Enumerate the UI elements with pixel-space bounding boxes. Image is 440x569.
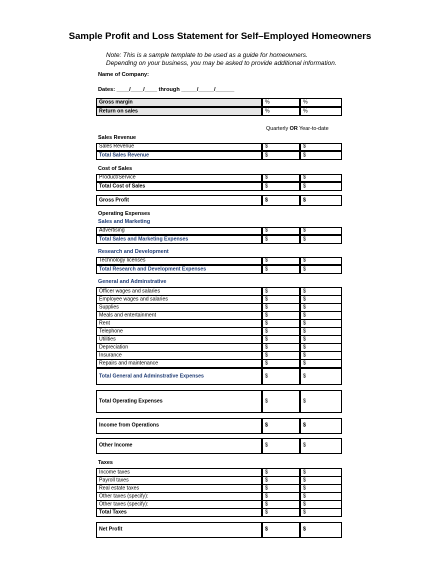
tax-item-label: Other taxes (specify): (96, 492, 262, 501)
ga-item-ytd[interactable]: $ (300, 343, 342, 352)
ga-item-ytd[interactable]: $ (300, 335, 342, 344)
ga-item-label: Depreciation (96, 343, 262, 352)
ga-item-label: Rent (96, 319, 262, 328)
net-profit: Net Profit (96, 522, 262, 538)
taxes-heading: Taxes (98, 460, 113, 466)
gross-margin-label-cell: Gross margin (96, 98, 262, 107)
sales-revenue-heading: Sales Revenue (98, 135, 137, 141)
tax-item-quarterly[interactable]: $ (262, 484, 300, 493)
ga-item-label: Utilities (96, 335, 262, 344)
ga-item-ytd[interactable]: $ (300, 287, 342, 296)
ga-item-quarterly[interactable]: $ (262, 303, 300, 312)
tax-item-label: Other taxes (specify): (96, 500, 262, 509)
total-rnd-ytd[interactable]: $ (300, 265, 342, 274)
tax-item-ytd[interactable]: $ (300, 476, 342, 485)
ga-item-quarterly[interactable]: $ (262, 359, 300, 368)
ga-item-label: Meals and entertainment (96, 311, 262, 320)
ga-item-label: Supplies (96, 303, 262, 312)
ga-item-quarterly[interactable]: $ (262, 335, 300, 344)
company-label: Name of Company: (98, 72, 149, 78)
or-header: OR (289, 126, 298, 132)
page-title: Sample Profit and Loss Statement for Self–Employed Homeowners (68, 31, 372, 42)
total-sales-revenue: Total Sales Revenue (96, 151, 262, 160)
ga-item-ytd[interactable]: $ (300, 319, 342, 328)
cost-of-sales-heading: Cost of Sales (98, 166, 133, 172)
gross-margin-quarterly[interactable]: % (262, 98, 300, 107)
ga-item-quarterly[interactable]: $ (262, 319, 300, 328)
sales-revenue-item: Sales Revenue (96, 143, 262, 151)
gross-profit-quarterly[interactable]: $ (262, 195, 300, 206)
sales-marketing-quarterly[interactable]: $ (262, 227, 300, 235)
quarterly-header: Quarterly (266, 126, 289, 132)
tax-item-quarterly[interactable]: $ (262, 500, 300, 509)
ga-item-label: Officer wages and salaries (96, 287, 262, 296)
tax-item-label: Real estate taxes (96, 484, 262, 493)
total-operating-expenses: Total Operating Expenses (96, 390, 262, 413)
dates-label: Dates: ____/____/____ through _____/_____/______ (98, 87, 235, 93)
tax-item-quarterly[interactable]: $ (262, 492, 300, 501)
ga-item-label: Repairs and maintenance (96, 359, 262, 368)
sales-marketing-heading: Sales and Marketing (98, 219, 151, 225)
total-taxes: Total Taxes (96, 508, 262, 517)
cost-of-sales-quarterly[interactable]: $ (262, 174, 300, 182)
total-operating-ytd[interactable]: $ (300, 390, 342, 413)
tax-item-quarterly[interactable]: $ (262, 468, 300, 477)
total-rnd-quarterly[interactable]: $ (262, 265, 300, 274)
total-sales-revenue-ytd[interactable]: $ (300, 151, 342, 160)
net-profit-quarterly[interactable]: $ (262, 522, 300, 538)
ga-item-ytd[interactable]: $ (300, 327, 342, 336)
return-on-sales-ytd[interactable]: % (300, 107, 342, 116)
operating-expenses-heading: Operating Expenses (98, 211, 151, 217)
total-sales-revenue-quarterly[interactable]: $ (262, 151, 300, 160)
sales-marketing-item: Advertising (96, 227, 262, 235)
ga-item-ytd[interactable]: $ (300, 295, 342, 304)
gross-profit-ytd[interactable]: $ (300, 195, 342, 206)
tax-item-ytd[interactable]: $ (300, 492, 342, 501)
cost-of-sales-item: Product/Service (96, 174, 262, 182)
note-line-2: Depending on your business, you may be asked to provide additional information. (106, 60, 337, 67)
rnd-heading: Research and Development (98, 249, 169, 255)
sales-revenue-quarterly[interactable]: $ (262, 143, 300, 151)
total-rnd: Total Research and Development Expenses (96, 265, 262, 274)
return-on-sales-quarterly[interactable]: % (262, 107, 300, 116)
rnd-ytd[interactable]: $ (300, 257, 342, 265)
gross-profit: Gross Profit (96, 195, 262, 206)
total-cost-of-sales: Total Cost of Sales (96, 182, 262, 191)
tax-item-ytd[interactable]: $ (300, 468, 342, 477)
gross-margin-ytd[interactable]: % (300, 98, 342, 107)
ga-item-ytd[interactable]: $ (300, 303, 342, 312)
ga-item-ytd[interactable]: $ (300, 359, 342, 368)
ga-item-quarterly[interactable]: $ (262, 295, 300, 304)
ga-item-quarterly[interactable]: $ (262, 343, 300, 352)
total-sales-marketing-ytd[interactable]: $ (300, 235, 342, 244)
tax-item-quarterly[interactable]: $ (262, 476, 300, 485)
ga-item-quarterly[interactable]: $ (262, 351, 300, 360)
total-cost-of-sales-ytd[interactable]: $ (300, 182, 342, 191)
total-cost-of-sales-quarterly[interactable]: $ (262, 182, 300, 191)
ga-item-label: Employee wages and salaries (96, 295, 262, 304)
ga-item-ytd[interactable]: $ (300, 351, 342, 360)
income-from-operations-quarterly[interactable]: $ (262, 418, 300, 434)
tax-item-ytd[interactable]: $ (300, 484, 342, 493)
total-operating-quarterly[interactable]: $ (262, 390, 300, 413)
rnd-quarterly[interactable]: $ (262, 257, 300, 265)
ga-item-label: Telephone (96, 327, 262, 336)
total-ga-quarterly[interactable]: $ (262, 368, 300, 385)
total-sales-marketing: Total Sales and Marketing Expenses (96, 235, 262, 244)
ga-item-quarterly[interactable]: $ (262, 327, 300, 336)
income-from-operations-ytd[interactable]: $ (300, 418, 342, 434)
ga-item-quarterly[interactable]: $ (262, 287, 300, 296)
ga-item-quarterly[interactable]: $ (262, 311, 300, 320)
ga-heading: General and Adminstrative (98, 279, 167, 285)
column-headers (266, 126, 329, 132)
tax-item-label: Income taxes (96, 468, 262, 477)
ga-item-ytd[interactable]: $ (300, 311, 342, 320)
cost-of-sales-ytd[interactable]: $ (300, 174, 342, 182)
net-profit-ytd[interactable]: $ (300, 522, 342, 538)
tax-item-label: Payroll taxes (96, 476, 262, 485)
total-ga: Total General and Adminstrative Expenses (96, 368, 262, 385)
tax-item-ytd[interactable]: $ (300, 500, 342, 509)
rnd-item: Technology licenses (96, 257, 262, 265)
note (106, 52, 337, 68)
total-ga-ytd[interactable]: $ (300, 368, 342, 385)
ga-item-label: Insurance (96, 351, 262, 360)
other-income-quarterly[interactable]: $ (262, 438, 300, 454)
return-on-sales-label-cell: Return on sales (96, 107, 262, 116)
total-taxes-ytd[interactable]: $ (300, 508, 342, 517)
ytd-header: Year-to-date (299, 126, 329, 132)
note-line-1: Note: This is a sample template to be used as a guide for homeowners. (106, 52, 308, 59)
income-from-operations: Income from Operations (96, 418, 262, 434)
sales-marketing-ytd[interactable]: $ (300, 227, 342, 235)
total-taxes-quarterly[interactable]: $ (262, 508, 300, 517)
sales-revenue-ytd[interactable]: $ (300, 143, 342, 151)
total-sales-marketing-quarterly[interactable]: $ (262, 235, 300, 244)
other-income: Other Income (96, 438, 262, 454)
other-income-ytd[interactable]: $ (300, 438, 342, 454)
